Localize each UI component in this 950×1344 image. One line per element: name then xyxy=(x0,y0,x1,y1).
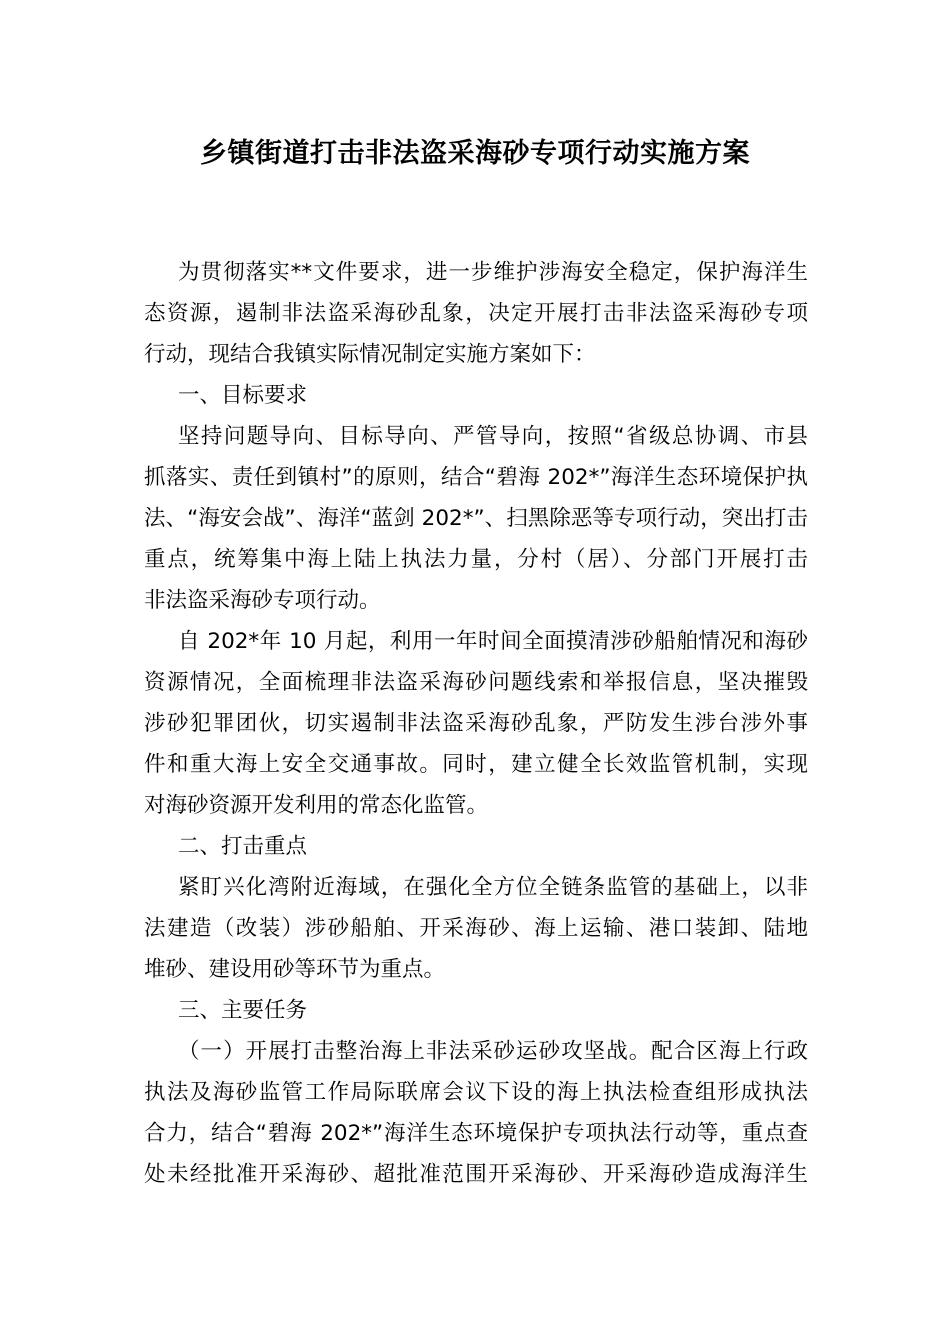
body-line: 对海砂资源开发利用的常态化监管。 xyxy=(144,793,489,818)
body-line: 堆砂、建设用砂等环节为重点。 xyxy=(144,957,446,982)
body-line: 件和重大海上安全交通事故。同时，建立健全长效监管机制，实现 xyxy=(144,752,808,777)
body-line: 合力，结合“碧海 202*”海洋生态环境保护专项执法行动等，重点查 xyxy=(144,1121,808,1146)
body-line: 行动，现结合我镇实际情况制定实施方案如下： xyxy=(144,342,596,367)
document-body xyxy=(144,252,808,1195)
section-heading: 三、主要任务 xyxy=(178,998,308,1023)
body-line: 执法及海砂监管工作局际联席会议下设的海上执法检查组形成执法 xyxy=(144,1080,808,1105)
body-line: 资源情况，全面梳理非法盗采海砂问题线索和举报信息，坚决摧毁 xyxy=(144,670,808,695)
body-line: 态资源，遏制非法盗采海砂乱象，决定开展打击非法盗采海砂专项 xyxy=(144,301,808,326)
body-line: （一）开展打击整治海上非法采砂运砂攻坚战。配合区海上行政 xyxy=(178,1039,808,1064)
body-line: 坚持问题导向、目标导向、严管导向，按照“省级总协调、市县 xyxy=(178,424,808,449)
section-heading: 一、目标要求 xyxy=(178,383,308,408)
body-line: 处未经批准开采海砂、超批准范围开采海砂、开采海砂造成海洋生 xyxy=(144,1162,808,1187)
body-line: 重点，统筹集中海上陆上执法力量，分村（居）、分部门开展打击 xyxy=(144,547,808,572)
document-title: 乡镇街道打击非法盗采海砂专项行动实施方案 xyxy=(200,138,750,169)
body-line: 涉砂犯罪团伙，切实遏制非法盗采海砂乱象，严防发生涉台涉外事 xyxy=(144,711,808,736)
body-line: 法建造（改装）涉砂船舶、开采海砂、海上运输、港口装卸、陆地 xyxy=(144,916,808,941)
body-line: 自 202*年 10 月起，利用一年时间全面摸清涉砂船舶情况和海砂 xyxy=(178,629,808,654)
body-line: 抓落实、责任到镇村”的原则，结合“碧海 202*”海洋生态环境保护执 xyxy=(144,465,808,490)
section-heading: 二、打击重点 xyxy=(178,834,308,859)
body-line: 非法盗采海砂专项行动。 xyxy=(144,588,381,613)
body-line: 为贯彻落实**文件要求，进一步维护涉海安全稳定，保护海洋生 xyxy=(178,260,808,285)
body-line: 法、“海安会战”、海洋“蓝剑 202*”、扫黑除恶等专项行动，突出打击 xyxy=(144,506,808,531)
body-line: 紧盯兴化湾附近海域，在强化全方位全链条监管的基础上，以非 xyxy=(178,875,808,900)
